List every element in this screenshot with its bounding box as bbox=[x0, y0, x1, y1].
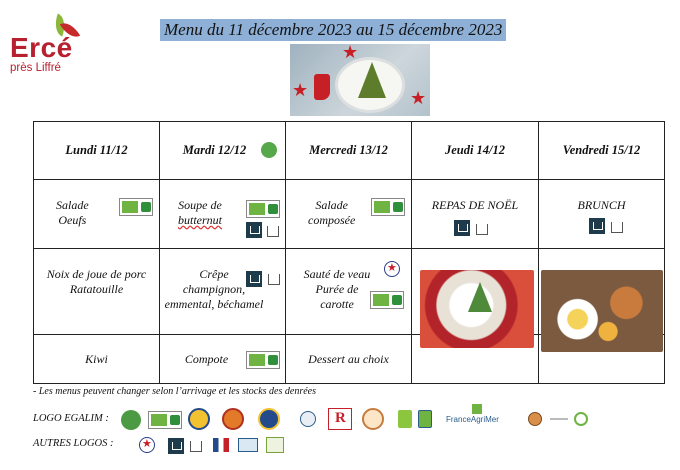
dish-line: BRUNCH bbox=[577, 198, 626, 212]
house-icon bbox=[589, 218, 605, 234]
label-stg-icon bbox=[258, 408, 280, 430]
franceagrimer-flag-icon bbox=[472, 404, 482, 414]
menu-table bbox=[33, 121, 665, 384]
menu-cell bbox=[34, 335, 160, 384]
menu-cell bbox=[160, 180, 286, 249]
house-icon bbox=[246, 222, 262, 238]
label-viande-icon bbox=[238, 438, 258, 452]
label-igp-icon bbox=[222, 408, 244, 430]
town-logo bbox=[6, 14, 78, 82]
star-icon: ★ bbox=[292, 80, 309, 100]
label-eco-icon bbox=[418, 410, 432, 428]
organic-label-icon bbox=[148, 411, 182, 429]
arrow-icon bbox=[550, 418, 568, 420]
dish-line: emmental, béchamel bbox=[164, 297, 264, 311]
dish-line: Crêpe bbox=[199, 267, 229, 281]
label-hve-icon bbox=[398, 410, 412, 428]
dish-line: Soupe de bbox=[178, 198, 222, 212]
day-header bbox=[286, 122, 412, 180]
label-france-icon bbox=[213, 438, 229, 452]
table-header-row bbox=[34, 122, 665, 180]
christmas-sock bbox=[314, 74, 330, 100]
menu-cell bbox=[160, 335, 286, 384]
dish-line: REPAS DE NOËL bbox=[431, 198, 519, 212]
day-label: Mercredi 13/12 bbox=[309, 143, 388, 157]
label-lait-icon bbox=[266, 437, 284, 453]
table-row bbox=[34, 180, 665, 249]
label-peche-icon bbox=[300, 411, 316, 427]
day-label: Jeudi 14/12 bbox=[444, 143, 506, 157]
dish-line: composée bbox=[308, 213, 356, 227]
dish-line: carotte bbox=[320, 297, 354, 311]
menu-cell bbox=[160, 249, 286, 335]
label-fermier-icon bbox=[362, 408, 384, 430]
menu-cell bbox=[539, 180, 665, 249]
day-label: Lundi 11/12 bbox=[65, 143, 128, 157]
green-leaf-icon bbox=[121, 410, 141, 430]
organic-label-icon bbox=[119, 198, 153, 216]
label-star-icon bbox=[139, 437, 155, 453]
dish-line: Ratatouille bbox=[69, 282, 124, 296]
menu-title: Menu du 11 décembre 2023 au 15 décembre 2023 bbox=[160, 19, 506, 41]
menu-cell bbox=[286, 249, 412, 335]
menu-cell bbox=[412, 335, 539, 384]
franceagrimer-label: FranceAgriMer bbox=[446, 415, 499, 424]
dish-line: Salade bbox=[56, 198, 89, 212]
star-icon: ★ bbox=[342, 44, 359, 62]
dish-line: Dessert au choix bbox=[308, 351, 389, 366]
day-header bbox=[412, 122, 539, 180]
christmas-photo bbox=[290, 44, 430, 116]
organic-label-icon bbox=[246, 200, 280, 218]
menu-cell bbox=[412, 180, 539, 249]
house-icon bbox=[246, 271, 262, 287]
house-icon bbox=[168, 438, 184, 454]
day-header bbox=[160, 122, 286, 180]
house-outline-icon bbox=[611, 222, 623, 233]
dish-line: Salade bbox=[315, 198, 348, 212]
dish-line: butternut bbox=[178, 213, 222, 227]
tree-shape bbox=[358, 62, 386, 98]
dish-line: Sauté de veau bbox=[303, 267, 371, 281]
menu-cell bbox=[539, 335, 665, 384]
green-leaf-icon bbox=[261, 142, 277, 158]
label-rouge-icon: R bbox=[328, 408, 352, 430]
star-icon: ★ bbox=[410, 88, 427, 108]
dish-line: Compote bbox=[184, 351, 229, 366]
organic-label-icon bbox=[246, 351, 280, 369]
menu-cell bbox=[539, 249, 665, 335]
label-star-icon bbox=[384, 261, 400, 277]
organic-label-icon bbox=[370, 291, 404, 309]
organic-label-icon bbox=[371, 198, 405, 216]
day-header bbox=[539, 122, 665, 180]
menu-cell bbox=[412, 249, 539, 335]
dish-line: Oeufs bbox=[58, 213, 87, 227]
menu-cell bbox=[286, 335, 412, 384]
house-icon bbox=[454, 220, 470, 236]
egalim-label: LOGO EGALIM : bbox=[33, 413, 109, 424]
menu-cell bbox=[34, 249, 160, 335]
menu-cell bbox=[34, 180, 160, 249]
dish-line: champignon, bbox=[182, 282, 246, 296]
dish-line: Noix de joue de porc bbox=[46, 267, 147, 281]
menu-cell bbox=[286, 180, 412, 249]
brand-name: Ercé bbox=[10, 32, 73, 63]
table-row bbox=[34, 335, 665, 384]
dish-line: Kiwi bbox=[85, 351, 108, 366]
label-circle-icon bbox=[528, 412, 542, 426]
day-label: Vendredi 15/12 bbox=[562, 143, 641, 157]
other-logos-label: AUTRES LOGOS : bbox=[33, 438, 114, 449]
label-aop-icon bbox=[188, 408, 210, 430]
dish-line: Purée de bbox=[315, 282, 359, 296]
day-label: Mardi 12/12 bbox=[182, 143, 247, 157]
footnote: - Les menus peuvent changer selon l’arrivage et les stocks des denrées bbox=[33, 386, 316, 397]
house-outline-icon bbox=[267, 226, 279, 237]
table-row bbox=[34, 249, 665, 335]
house-outline-icon bbox=[476, 224, 488, 235]
house-outline-icon bbox=[190, 441, 202, 452]
day-header bbox=[34, 122, 160, 180]
label-commerce-icon bbox=[574, 412, 588, 426]
house-outline-icon bbox=[268, 274, 280, 285]
brand-subtitle: près Liffré bbox=[10, 62, 61, 74]
